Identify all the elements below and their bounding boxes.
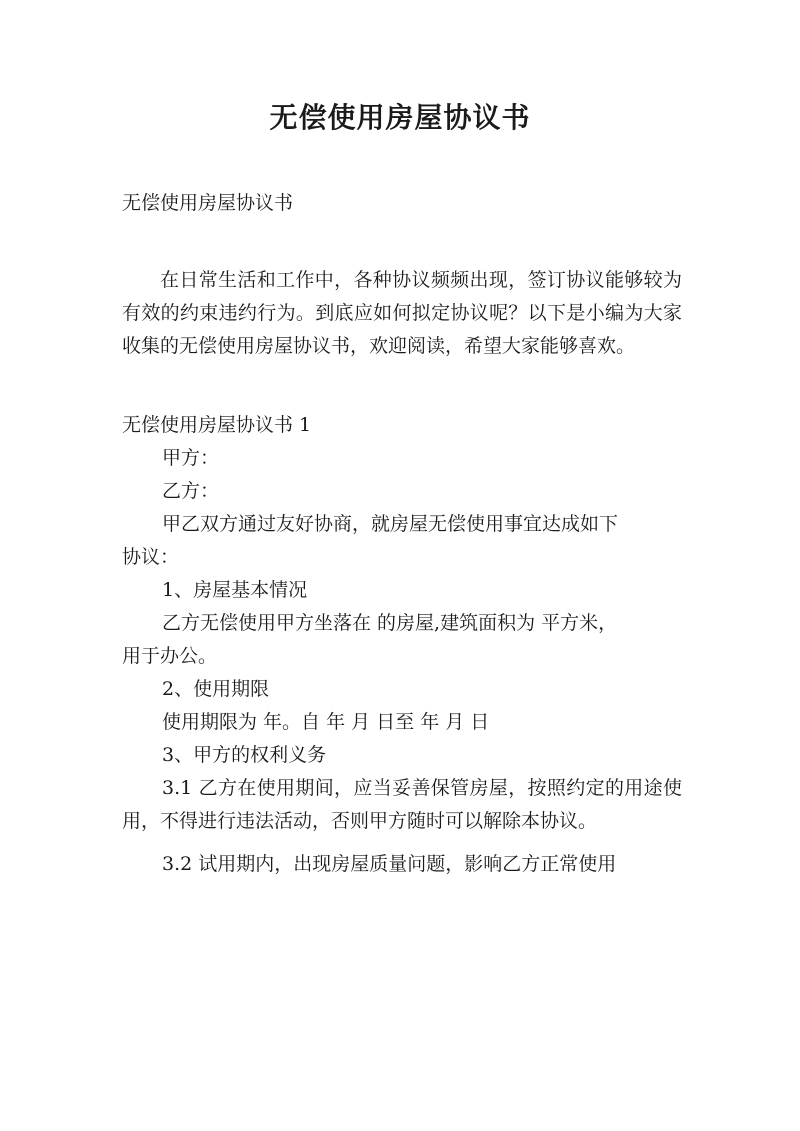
clause-1-heading: 1、房屋基本情况 [162,579,308,601]
clause-2-heading: 2、使用期限 [162,678,270,700]
party-a-label: 甲方： [162,447,220,469]
document-title: 无偿使用房屋协议书 [269,101,531,134]
document-body [122,188,682,881]
agreement-intro-continuation: 协议： [122,546,180,568]
intro-paragraph: 在日常生活和工作中，各种协议频频出现，签订协议能够较为有效的约束违约行为。到底应如何拟定协议呢？以下是小编为大家收集的无偿使用房屋协议书，欢迎阅读，希望大家能够喜欢。 [122,269,682,357]
clause-2-text: 使用期限为 年。自 年 月 日至 年 月 日 [162,711,490,733]
party-b-label: 乙方： [162,480,220,502]
clause-3-heading: 3、甲方的权利义务 [162,744,327,766]
clause-3-1-text: 3.1 乙方在使用期间，应当妥善保管房屋，按照约定的用途使用，不得进行违法活动，否则甲方随时可以解除本协议。 [122,777,682,832]
clause-3-2-text: 3.2 试用期内，出现房屋质量问题，影响乙方正常使用 [162,853,617,875]
document-subtitle: 无偿使用房屋协议书 [122,192,294,214]
agreement-intro-line: 甲乙双方通过友好协商，就房屋无偿使用事宜达成如下 [162,513,619,535]
clause-1-continuation: 用于办公。 [122,645,218,667]
section-title: 无偿使用房屋协议书 1 [122,414,312,436]
clause-1-line: 乙方无偿使用甲方坐落在 的房屋,建筑面积为 平方米， [162,612,618,634]
